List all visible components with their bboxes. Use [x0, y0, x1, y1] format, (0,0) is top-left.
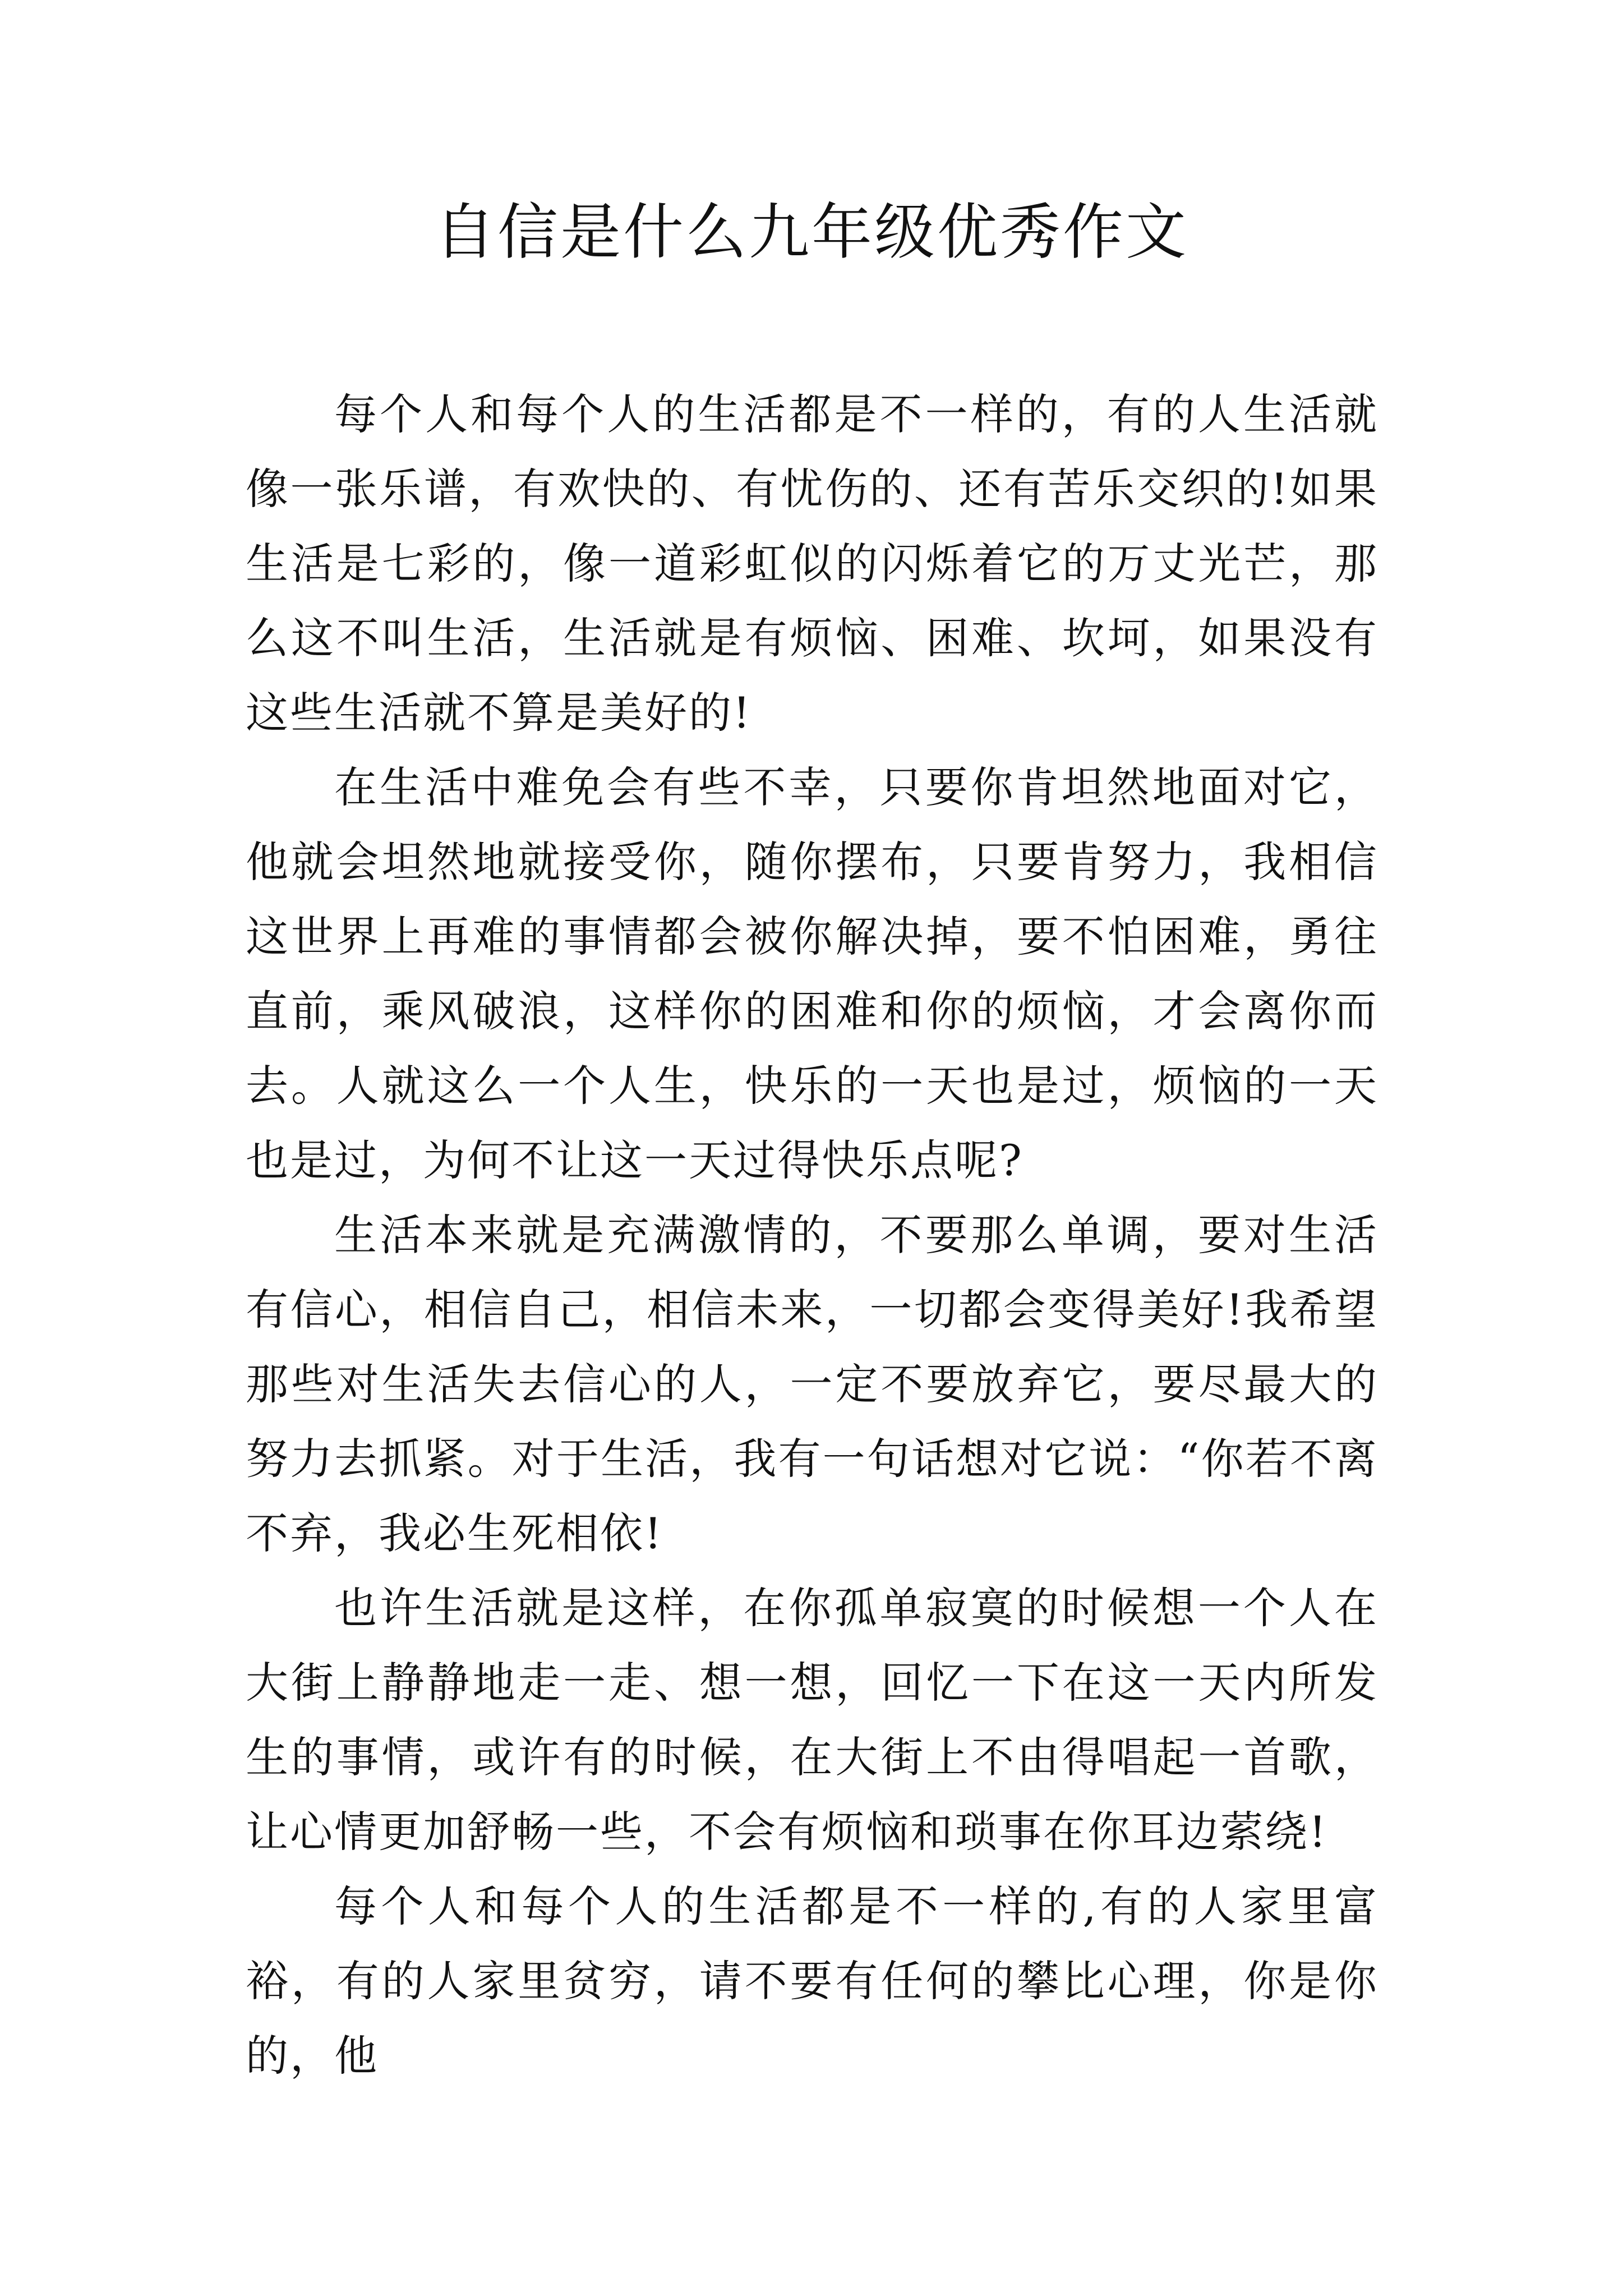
paragraph-2: 在生活中难免会有些不幸，只要你肯坦然地面对它，他就会坦然地就接受你，随你摆布，只要肯努力，我相信这世界上再难的事情都会被你解决掉，要不怕困难，勇往直前，乘风破浪，这样你的困难和你的烦恼，才会离你而去。人就这么一个人生，快乐的一天也是过，烦恼的一天也是过，为何不让这一天过得快乐点呢? — [246, 762, 1378, 1185]
paragraph-5: 每个人和每个人的生活都是不一样的,有的人家里富裕，有的人家里贫穷，请不要有任何的攀比心理，你是你的，他 — [246, 1881, 1378, 2081]
document-title: 自信是什么九年级优秀作文 — [434, 197, 1188, 268]
paragraph-3: 生活本来就是充满激情的，不要那么单调，要对生活有信心，相信自己，相信未来，一切都会变得美好!我希望那些对生活失去信心的人，一定不要放弃它，要尽最大的努力去抓紧。对于生活，我有一句话想对它说：“你若不离不弃，我必生死相依! — [246, 1210, 1378, 1558]
paragraph-1: 每个人和每个人的生活都是不一样的，有的人生活就像一张乐谱，有欢快的、有忧伤的、还有苦乐交织的!如果生活是七彩的，像一道彩虹似的闪烁着它的万丈光芒，那么这不叫生活，生活就是有烦恼、困难、坎坷，如果没有这些生活就不算是美好的! — [246, 389, 1378, 738]
document-body — [246, 377, 1378, 2093]
paragraph-4: 也许生活就是这样，在你孤单寂寞的时候想一个人在大街上静静地走一走、想一想，回忆一下在这一天内所发生的事情，或许有的时候，在大街上不由得唱起一首歌，让心情更加舒畅一些，不会有烦恼和琐事在你耳边萦绕! — [246, 1583, 1378, 1857]
